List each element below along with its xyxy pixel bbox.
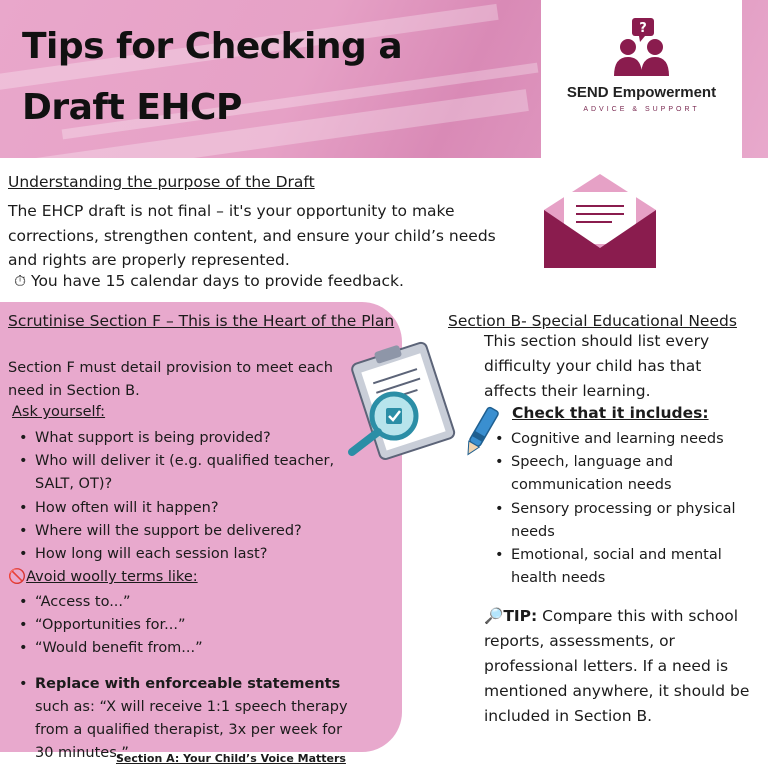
section-b-body: This section should list every difficulty your child has that affects their learning. [484, 332, 710, 400]
list-item: • Speech, language and communication needs [484, 451, 764, 497]
list-item: • “Would benefit from...” [8, 637, 358, 660]
deadline-note [14, 272, 404, 291]
intro-body: The EHCP draft is not final – it's your opportunity to make corrections, strengthen content, and ensure your child’s needs and rights are properly represented. [8, 202, 496, 269]
envelope-icon [540, 172, 660, 272]
list-item: • What support is being provided? [8, 427, 348, 450]
woolly-terms-list [8, 591, 358, 765]
title-line-2: Draft EHCP [22, 87, 242, 128]
logo-tagline: ADVICE & SUPPORT [583, 106, 700, 113]
intro-heading: Understanding the purpose of the Draft [8, 173, 315, 191]
logo-people-icon [541, 0, 742, 84]
questions-list [8, 427, 348, 566]
list-item: • Who will deliver it (e.g. qualified teacher, SALT, OT)? [8, 450, 348, 496]
prohibited-icon: 🚫 [8, 569, 27, 585]
section-b-heading: Section B- Special Educational Needs [448, 312, 737, 330]
list-item: • Emotional, social and mental health needs [484, 544, 764, 590]
section-a-heading: Section A: Your Child’s Voice Matters [116, 752, 346, 765]
list-item: • Sensory processing or physical needs [484, 498, 764, 544]
needs-list [484, 428, 764, 590]
magnifier-icon: 🔎 [484, 607, 504, 625]
svg-text:?: ? [639, 21, 647, 36]
logo-name: SEND Empowerment [566, 84, 717, 101]
check-includes-label: Check that it includes: [512, 404, 709, 422]
list-item: • “Opportunities for...” [8, 614, 358, 637]
tip-paragraph [484, 604, 754, 729]
title-line-1: Tips for Checking a [22, 26, 403, 67]
page-title [22, 16, 402, 138]
section-f-body: Section F must detail provision to meet each need in Section B. [8, 360, 333, 399]
stopwatch-icon: ⏱ [14, 272, 27, 290]
list-item: • How often will it happen? [8, 497, 348, 520]
avoid-text: Avoid woolly terms like: [26, 569, 198, 585]
logo [541, 0, 742, 158]
list-item: • Cognitive and learning needs [484, 428, 764, 451]
tip-label: TIP: [503, 607, 538, 625]
avoid-label [8, 568, 198, 585]
replace-bold: Replace with enforceable statements [35, 675, 341, 692]
list-item: • Where will the support be delivered? [8, 520, 348, 543]
deadline-text: You have 15 calendar days to provide feedback. [31, 272, 404, 290]
list-item: • “Access to...” [8, 591, 358, 614]
list-item: • How long will each session last? [8, 543, 348, 566]
section-f-heading: Scrutinise Section F – This is the Heart of the Plan [8, 312, 395, 330]
ask-yourself-label: Ask yourself: [12, 404, 106, 420]
clipboard-magnifier-icon [336, 340, 476, 460]
tip-text: Compare this with school reports, assessments, or professional letters. If a need is mentioned anywhere, it should be included in Section B. [484, 607, 750, 725]
replace-rest: such as: “X will receive 1:1 speech therapy from a qualified therapist, 3x per week for 30 minutes.” [35, 698, 348, 762]
